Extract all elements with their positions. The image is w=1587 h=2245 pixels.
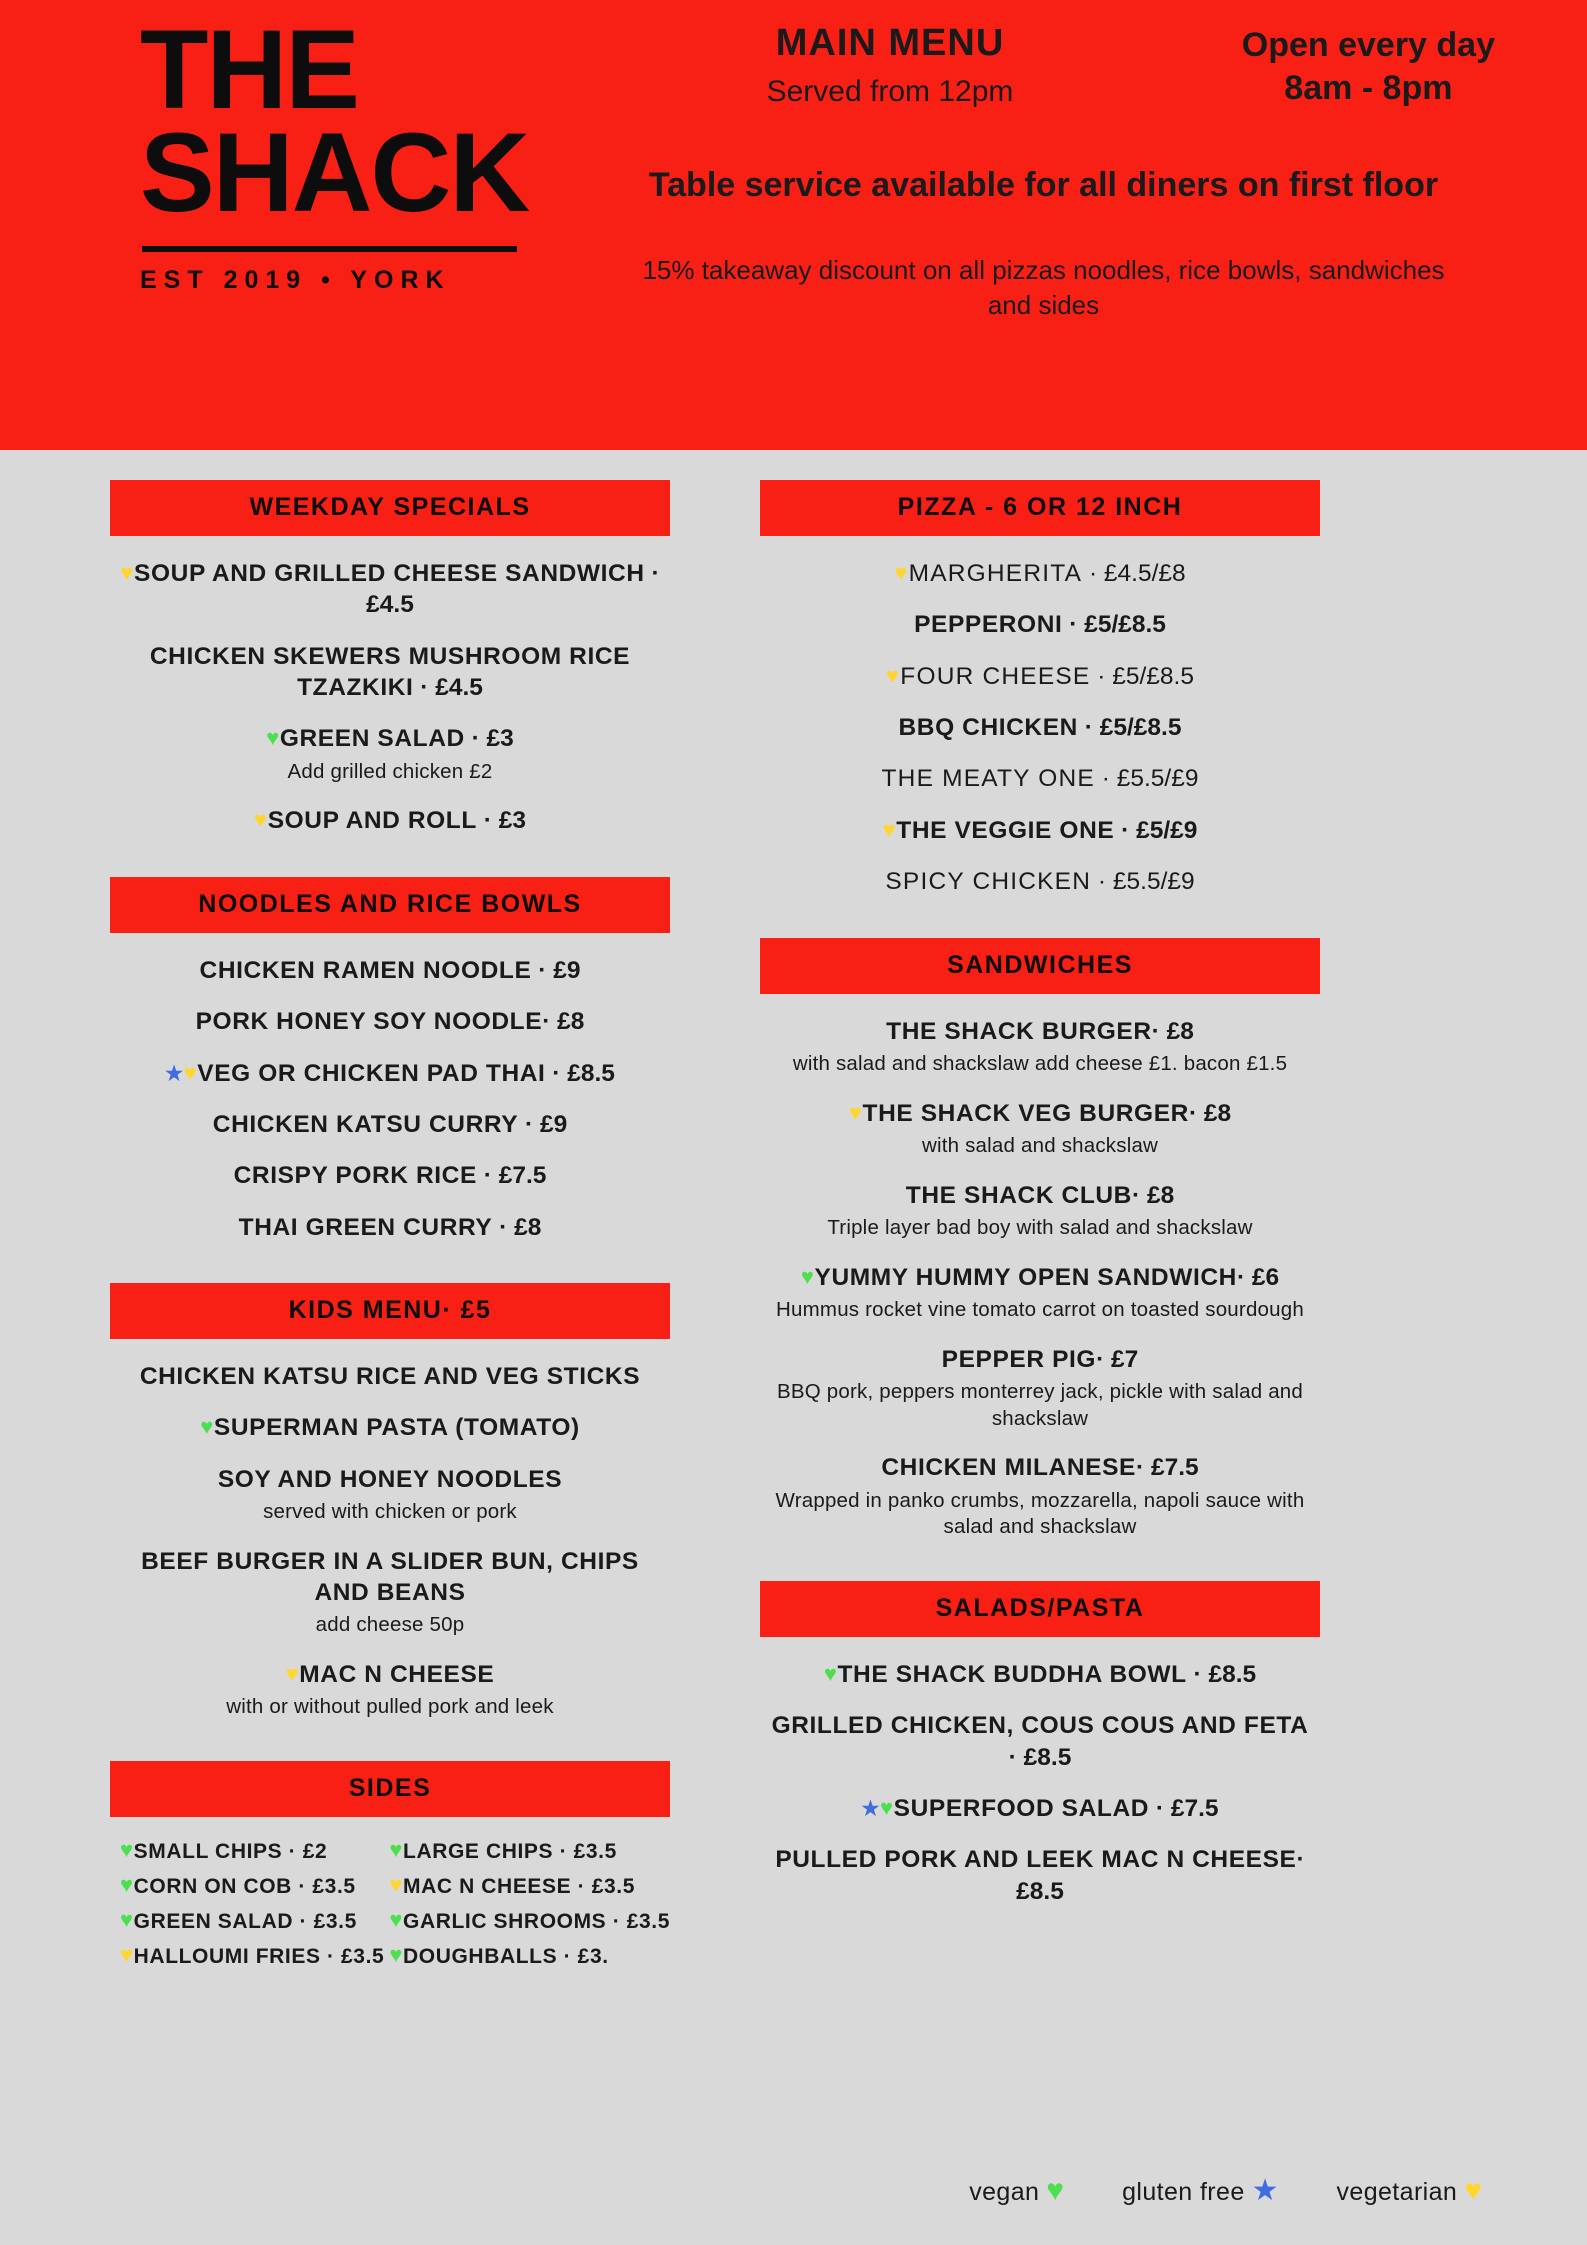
logo-established: EST 2019 • YORK (140, 266, 451, 295)
veg-tag-icon: ♥ (254, 807, 268, 833)
legend-label: gluten free (1122, 2178, 1245, 2206)
menu-item-name: GRILLED CHICKEN, COUS COUS AND FETA (771, 1712, 1309, 1740)
menu-item-price: · £4.5 (366, 560, 660, 619)
menu-item-price: · £7.5 (1135, 1454, 1199, 1482)
header-info (560, 0, 1587, 450)
vegan-tag-icon: ♥ (120, 1872, 134, 1898)
vegan-tag-icon: ♥ (389, 1837, 404, 1863)
vegan-tag-icon: ♥ (389, 1907, 404, 1933)
page-header (0, 0, 1587, 450)
menu-item-price: · £8 (542, 1008, 585, 1036)
menu-column-right (760, 480, 1320, 1969)
menu-item-name: CHICKEN KATSU CURRY (212, 1110, 519, 1138)
vegan-tag-icon: ♥ (823, 1660, 838, 1686)
veg-tag-icon: ♥ (120, 560, 135, 585)
menu-item-price: · £7 (1096, 1345, 1139, 1373)
section-items-noodles-and-rice-bowls (110, 955, 670, 1243)
menu-item-name: CHICKEN SKEWERS MUSHROOM RICE TZAZKIKI (149, 642, 631, 702)
menu-item (760, 815, 1320, 846)
menu-item (110, 805, 670, 836)
menu-item-name: CHICKEN KATSU RICE AND VEG STICKS (139, 1362, 641, 1390)
veg-tag-icon: ♥ (848, 1099, 863, 1125)
menu-item-name: PORK HONEY SOY NOODLE (195, 1008, 543, 1036)
menu-item-price: · £8 (492, 1213, 542, 1241)
section-title-sandwiches: SANDWICHES (760, 938, 1320, 994)
menu-item-name: THE SHACK BUDDHA BOWL (837, 1660, 1187, 1688)
vegan-tag-icon: ♥ (200, 1414, 214, 1440)
menu-item (110, 1058, 670, 1089)
menu-item (760, 558, 1320, 589)
menu-content (0, 450, 1587, 1969)
menu-item (110, 1464, 670, 1526)
menu-item-name: YUMMY HUMMY OPEN SANDWICH (814, 1263, 1237, 1291)
menu-item (110, 1109, 670, 1140)
menu-item-name: LARGE CHIPS (403, 1840, 554, 1864)
menu-item-name: PEPPERONI (914, 611, 1063, 639)
section-title-kids-menu: KIDS MENU· £5 (110, 1283, 670, 1339)
menu-item (389, 1909, 670, 1934)
menu-item-price: · £5/£8.5 (1077, 714, 1182, 742)
menu-column-left (110, 480, 670, 1969)
menu-item-price: · £8.5 (1008, 1743, 1072, 1771)
menu-item-name: GREEN SALAD (133, 1910, 294, 1934)
menu-item (120, 1909, 389, 1934)
section-items-salads-pasta (760, 1659, 1320, 1907)
gf-tag-icon: ★ (861, 1797, 880, 1820)
menu-item (110, 558, 670, 621)
menu-item-name: BEEF BURGER IN A SLIDER BUN, CHIPS AND BEANS (141, 1547, 639, 1607)
menu-item (110, 641, 670, 704)
menu-item-description: add cheese 50p (315, 1613, 465, 1637)
menu-item-name: THE SHACK BURGER (886, 1017, 1152, 1045)
menu-item-description: Wrapped in panko crumbs, mozzarella, napoli sauce with salad and shackslaw (775, 1488, 1305, 1539)
menu-item-price: · £3. (557, 1945, 609, 1969)
menu-item-name: THAI GREEN CURRY (238, 1213, 493, 1241)
section-title-salads-pasta: SALADS/PASTA (760, 1581, 1320, 1637)
menu-item-name: MAC N CHEESE (403, 1875, 572, 1899)
vegan-tag-icon: ♥ (266, 725, 280, 751)
menu-item (760, 1844, 1320, 1907)
menu-item (760, 1659, 1320, 1690)
menu-item (760, 609, 1320, 640)
menu-item-name: THE VEGGIE ONE (896, 816, 1115, 844)
menu-item-price: · £8.5 (545, 1059, 615, 1087)
menu-item-description: Add grilled chicken £2 (287, 759, 493, 783)
menu-item (760, 1016, 1320, 1078)
menu-item (760, 1710, 1320, 1773)
veg-tag-icon: ♥ (886, 662, 901, 688)
vegan-tag-icon: ♥ (880, 1794, 894, 1820)
menu-item-name: SPICY CHICKEN (885, 868, 1092, 896)
menu-item-price: · £3.5 (320, 1945, 385, 1969)
menu-item-price: · £8.5 (1186, 1660, 1257, 1688)
menu-item-price: · £5/£8.5 (1090, 662, 1194, 690)
menu-item-price: · £8.5 (1016, 1846, 1305, 1905)
vegan-tag-icon: ♥ (800, 1263, 815, 1289)
menu-item-price: · £3.5 (293, 1910, 357, 1934)
menu-item-price: · £5.5/£9 (1091, 868, 1195, 896)
menu-item-description: Hummus rocket vine tomato carrot on toasted sourdough (776, 1297, 1304, 1321)
menu-item-price: · £7.5 (1149, 1794, 1219, 1822)
menu-item-price: · £5/£8.5 (1062, 611, 1166, 639)
menu-item-name: SOUP AND GRILLED CHEESE SANDWICH (134, 560, 645, 587)
logo (0, 0, 560, 450)
menu-item-name: PEPPER PIG (941, 1345, 1097, 1373)
menu-item-name: SOY AND HONEY NOODLES (217, 1465, 563, 1493)
menu-item (760, 866, 1320, 897)
menu-item-name: CRISPY PORK RICE (233, 1162, 477, 1190)
menu-item (760, 1344, 1320, 1433)
menu-item-price: · £4.5 (413, 674, 483, 702)
menu-item-description: BBQ pork, peppers monterrey jack, pickle with salad and shackslaw (776, 1379, 1304, 1430)
section-items-pizza (760, 558, 1320, 898)
section-title-sides: SIDES (110, 1761, 670, 1817)
menu-item (760, 763, 1320, 794)
menu-item-name: SUPERFOOD SALAD (893, 1794, 1150, 1822)
menu-item-price: · £3.5 (606, 1910, 670, 1934)
menu-item (120, 1944, 389, 1969)
menu-item-price: · £5.5/£9 (1094, 765, 1199, 793)
menu-item-name: MARGHERITA (908, 560, 1083, 587)
menu-item (110, 1412, 670, 1443)
menu-item-name: VEG OR CHICKEN PAD THAI (197, 1059, 546, 1087)
section-items-kids-menu (110, 1361, 670, 1721)
veg-tag-icon: ♥ (882, 816, 897, 842)
menu-item (760, 1793, 1320, 1824)
menu-item-name: CHICKEN MILANESE (881, 1454, 1136, 1482)
menu-item-price: · £8 (1131, 1181, 1175, 1209)
menu-item (760, 1180, 1320, 1242)
menu-item-name: THE SHACK VEG BURGER (862, 1099, 1189, 1127)
menu-item-price: · £9 (518, 1110, 568, 1138)
menu-item-name: PULLED PORK AND LEEK MAC N CHEESE (775, 1846, 1297, 1874)
vegan-tag-icon: ♥ (1046, 2174, 1065, 2207)
menu-item-price: · £8 (1151, 1017, 1194, 1045)
vegan-tag-icon: ♥ (120, 1907, 134, 1933)
menu-item (110, 1212, 670, 1243)
opening-hours (1242, 24, 1495, 109)
menu-item-price: · £8 (1188, 1099, 1232, 1127)
logo-divider (142, 246, 517, 252)
menu-item-name: GREEN SALAD (279, 725, 465, 753)
menu-item (110, 1006, 670, 1037)
menu-item-price: · £3 (476, 807, 526, 835)
menu-item-price: · £2 (282, 1840, 328, 1864)
table-service-note: Table service available for all diners on first floor (648, 166, 1439, 204)
opening-hours-line-2: 8am - 8pm (1284, 68, 1453, 107)
menu-item-description: with or without pulled pork and leek (226, 1695, 554, 1719)
menu-item-name: THE SHACK CLUB (905, 1181, 1132, 1209)
legend-entry (1336, 2176, 1482, 2207)
menu-item (110, 1160, 670, 1191)
menu-item-price: · £6 (1236, 1263, 1280, 1291)
menu-item-price: · £7.5 (476, 1162, 547, 1190)
menu-item-price: · £5/£9 (1114, 816, 1198, 844)
veg-tag-icon: ♥ (894, 560, 909, 585)
menu-item-name: DOUGHBALLS (403, 1945, 558, 1969)
menu-item-name: SMALL CHIPS (133, 1840, 283, 1864)
menu-item-name: CHICKEN RAMEN NOODLE (199, 956, 532, 984)
menu-item (120, 1874, 389, 1899)
takeaway-discount-note: 15% takeaway discount on all pizzas noodles, rice bowls, sandwiches and sides (642, 255, 1445, 321)
menu-item-name: BBQ CHICKEN (898, 714, 1078, 742)
menu-item-description: with salad and shackslaw add cheese £1. bacon £1.5 (792, 1051, 1288, 1075)
section-title-pizza: PIZZA - 6 OR 12 INCH (760, 480, 1320, 536)
opening-hours-line-1: Open every day (1241, 26, 1495, 64)
menu-item-price: · £9 (531, 956, 581, 984)
gf-tag-icon: ★ (1251, 2174, 1279, 2207)
legend-label: vegan (969, 2178, 1040, 2206)
logo-line-1: THE (140, 7, 358, 132)
section-items-sandwiches (760, 1016, 1320, 1541)
menu-item (110, 1546, 670, 1639)
menu-item-name: HALLOUMI FRIES (133, 1945, 321, 1969)
menu-item-name: FOUR CHEESE (900, 662, 1091, 690)
logo-line-2: SHACK (140, 110, 529, 236)
section-title-noodles-and-rice-bowls: NOODLES AND RICE BOWLS (110, 877, 670, 933)
menu-item-name: MAC N CHEESE (299, 1661, 495, 1689)
menu-item (389, 1874, 670, 1899)
served-from-text: Served from 12pm (766, 75, 1014, 108)
menu-item-price: · £3.5 (571, 1875, 635, 1899)
menu-item (110, 1361, 670, 1392)
menu-item-price: · £3.5 (291, 1875, 356, 1899)
veg-tag-icon: ♥ (1464, 2174, 1482, 2207)
veg-tag-icon: ♥ (183, 1059, 198, 1085)
menu-item (760, 1098, 1320, 1160)
menu-item-name: SOUP AND ROLL (267, 807, 477, 835)
section-items-sides (110, 1839, 670, 1969)
menu-item (110, 723, 670, 785)
gf-tag-icon: ★ (165, 1062, 184, 1085)
section-title-weekday-specials: WEEKDAY SPECIALS (110, 480, 670, 536)
veg-tag-icon: ♥ (120, 1942, 134, 1968)
menu-item-description: Triple layer bad boy with salad and shackslaw (827, 1215, 1253, 1239)
menu-item-price: · £4.5/£8 (1082, 560, 1186, 587)
vegan-tag-icon: ♥ (389, 1942, 404, 1968)
section-items-weekday-specials (110, 558, 670, 837)
menu-item (110, 1659, 670, 1721)
menu-item (120, 1839, 389, 1864)
menu-item-description: with salad and shackslaw (921, 1133, 1159, 1157)
menu-item (760, 1262, 1320, 1324)
legend-entry (1122, 2176, 1278, 2207)
menu-item (389, 1944, 670, 1969)
menu-item (110, 955, 670, 986)
legend-label: vegetarian (1336, 2178, 1458, 2206)
veg-tag-icon: ♥ (285, 1661, 300, 1687)
dietary-legend (969, 2176, 1482, 2207)
legend-entry (969, 2176, 1064, 2207)
menu-item-name: THE MEATY ONE (881, 765, 1095, 793)
menu-item-name: GARLIC SHROOMS (403, 1910, 607, 1934)
menu-item-name: CORN ON COB (133, 1875, 292, 1899)
menu-item-price: · £3.5 (553, 1840, 617, 1864)
menu-item (760, 661, 1320, 692)
menu-item-description: served with chicken or pork (263, 1500, 517, 1524)
menu-item-price: · £3 (464, 725, 514, 753)
page-title: MAIN MENU (775, 22, 1005, 64)
veg-tag-icon: ♥ (389, 1872, 404, 1898)
menu-item (760, 712, 1320, 743)
menu-item (389, 1839, 670, 1864)
menu-item-name: SUPERMAN PASTA (TOMATO) (213, 1414, 580, 1442)
vegan-tag-icon: ♥ (120, 1837, 134, 1863)
menu-item (760, 1452, 1320, 1541)
